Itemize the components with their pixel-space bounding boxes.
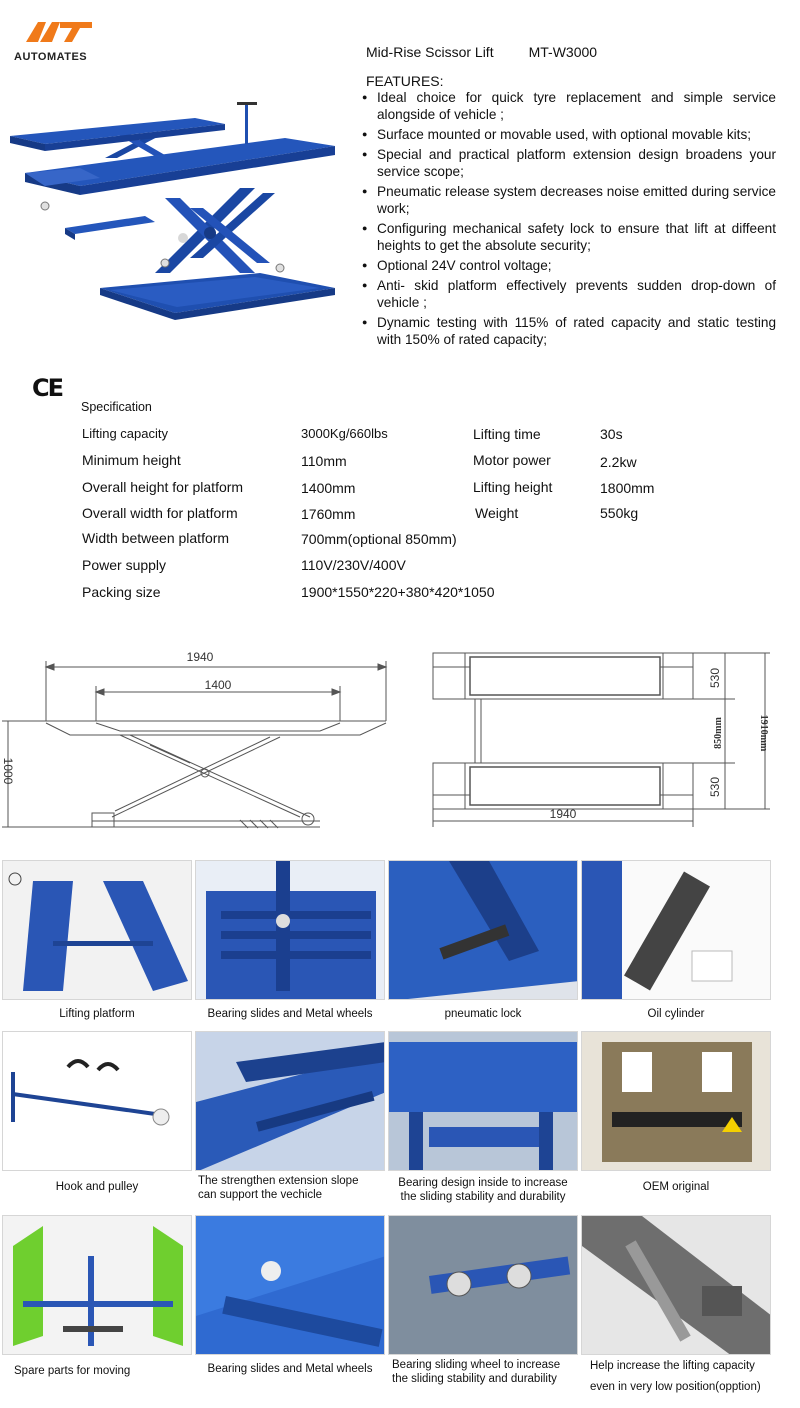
gallery-caption: Help increase the lifting capacity even in very low position(opption) bbox=[590, 1360, 761, 1393]
features-list bbox=[362, 89, 776, 351]
feature-item: ● Optional 24V control voltage; bbox=[362, 257, 776, 274]
spec-label: Power supply bbox=[82, 557, 167, 573]
specification-heading: Specification bbox=[81, 400, 152, 414]
spec-label: Lifting height bbox=[473, 479, 553, 495]
pneumatic-lock-photo-icon bbox=[389, 861, 578, 1000]
feature-item: ● Dynamic testing with 115% of rated capacity and static testing with 150% of rated capacity; bbox=[362, 314, 776, 348]
features-heading: FEATURES: bbox=[366, 73, 444, 89]
spec-label: Packing size bbox=[82, 584, 161, 600]
feature-item: ● Anti- skid platform effectively prevents sudden drop-down of vehicle ; bbox=[362, 277, 776, 311]
spec-value: 110V/230V/400V bbox=[301, 557, 406, 573]
dim-overall-length: 1940 bbox=[186, 650, 214, 664]
gallery-photo-spare-parts bbox=[2, 1215, 192, 1355]
hook-pulley-photo-icon bbox=[3, 1032, 192, 1171]
gallery-caption: Bearing design inside to increase the sliding stability and durability bbox=[398, 1177, 568, 1203]
model-number: MT-W3000 bbox=[528, 44, 598, 60]
gallery-caption: pneumatic lock bbox=[444, 1008, 522, 1020]
gallery-caption: Bearing slides and Metal wheels bbox=[207, 1363, 373, 1375]
gallery-photo-bearing-wheels bbox=[195, 1215, 385, 1355]
spec-label: Lifting time bbox=[473, 426, 541, 442]
spec-value: 550kg bbox=[600, 505, 639, 521]
top-view-drawing bbox=[425, 645, 785, 835]
gallery-photo-bearing-design bbox=[388, 1031, 578, 1171]
bearing-design-photo-icon bbox=[389, 1032, 578, 1171]
feature-item: ● Ideal choice for quick tyre replacement and simple service alongside of vehicle ; bbox=[362, 89, 776, 123]
spec-value: 1800mm bbox=[600, 480, 655, 496]
gallery-photo-extension-slope bbox=[195, 1031, 385, 1171]
side-view-drawing bbox=[0, 645, 400, 835]
dim-top-length: 1940 bbox=[549, 807, 577, 821]
gallery-photo-bearing-slides bbox=[195, 860, 385, 1000]
control-box-photo-icon bbox=[582, 1032, 771, 1171]
spec-value: 30s bbox=[600, 426, 623, 442]
bearing-slides-photo-icon bbox=[196, 861, 385, 1000]
spec-label: Weight bbox=[475, 505, 519, 521]
spec-value: 2.2kw bbox=[600, 454, 637, 470]
spec-label: Width between platform bbox=[82, 530, 230, 546]
automates-logo-icon bbox=[24, 20, 94, 44]
spec-value: 1400mm bbox=[301, 480, 356, 496]
sliding-wheel-photo-icon bbox=[389, 1216, 578, 1355]
dim-platform-length: 1400 bbox=[204, 678, 232, 692]
gallery-photo-oil-cylinder bbox=[581, 860, 771, 1000]
dim-overall-width: 1910mm bbox=[758, 714, 769, 752]
gallery-photo-lifting-platform bbox=[2, 860, 192, 1000]
spec-label: Overall width for platform bbox=[82, 505, 238, 521]
brand-name: AUTOMATES bbox=[14, 51, 88, 63]
spec-label: Overall height for platform bbox=[82, 479, 244, 495]
gallery-photo-hook-pulley bbox=[2, 1031, 192, 1171]
dim-gap: 850mm bbox=[713, 717, 724, 749]
dim-platform-width-1: 530 bbox=[708, 667, 722, 689]
gallery-photo-pneumatic-lock bbox=[388, 860, 578, 1000]
lifting-platform-photo-icon bbox=[3, 861, 192, 1000]
gallery-photo-low-position bbox=[581, 1215, 771, 1355]
oil-cylinder-photo-icon bbox=[582, 861, 771, 1000]
spec-value: 110mm bbox=[301, 453, 347, 469]
gallery-photo-sliding-wheel bbox=[388, 1215, 578, 1355]
gallery-caption: Hook and pulley bbox=[55, 1181, 139, 1193]
gallery-caption: The strengthen extension slope can support the vechicle bbox=[198, 1175, 359, 1201]
feature-item: ● Pneumatic release system decreases noise emitted during service work; bbox=[362, 183, 776, 217]
bearing-wheels-photo-icon bbox=[196, 1216, 385, 1355]
feature-item: ● Surface mounted or movable used, with optional movable kits; bbox=[362, 126, 776, 143]
spec-value: 700mm(optional 850mm) bbox=[301, 531, 457, 547]
product-title bbox=[366, 44, 597, 60]
spec-label: Motor power bbox=[473, 452, 551, 468]
spec-label: Minimum height bbox=[82, 452, 181, 468]
feature-item: ● Special and practical platform extension design broadens your service scope; bbox=[362, 146, 776, 180]
gallery-caption: Spare parts for moving bbox=[14, 1365, 131, 1377]
spare-parts-photo-icon bbox=[3, 1216, 192, 1355]
gallery-caption: Oil cylinder bbox=[647, 1008, 705, 1020]
spec-value: 1900*1550*220+380*420*1050 bbox=[301, 584, 495, 600]
feature-item: ● Configuring mechanical safety lock to ensure that lift at diffeent heights to get the absolute security; bbox=[362, 220, 776, 254]
dim-platform-width-2: 530 bbox=[708, 776, 722, 798]
brand-logo bbox=[14, 20, 104, 63]
spec-label: Lifting capacity bbox=[82, 426, 168, 441]
product-name: Mid-Rise Scissor Lift bbox=[366, 44, 494, 60]
lift-hero-image bbox=[5, 98, 350, 360]
spec-value: 1760mm bbox=[301, 506, 356, 522]
gallery-caption: OEM original bbox=[642, 1181, 710, 1193]
gallery-caption: Bearing slides and Metal wheels bbox=[207, 1008, 373, 1020]
ce-mark: CE bbox=[32, 374, 63, 402]
spec-value: 3000Kg/660lbs bbox=[301, 426, 388, 441]
dim-height: 1000 bbox=[1, 757, 15, 785]
extension-slope-photo-icon bbox=[196, 1032, 385, 1171]
gallery-caption: Bearing sliding wheel to increase the sliding stability and durability bbox=[392, 1359, 561, 1385]
gallery-photo-control-box bbox=[581, 1031, 771, 1171]
low-position-photo-icon bbox=[582, 1216, 771, 1355]
gallery-caption: Lifting platform bbox=[59, 1008, 135, 1020]
